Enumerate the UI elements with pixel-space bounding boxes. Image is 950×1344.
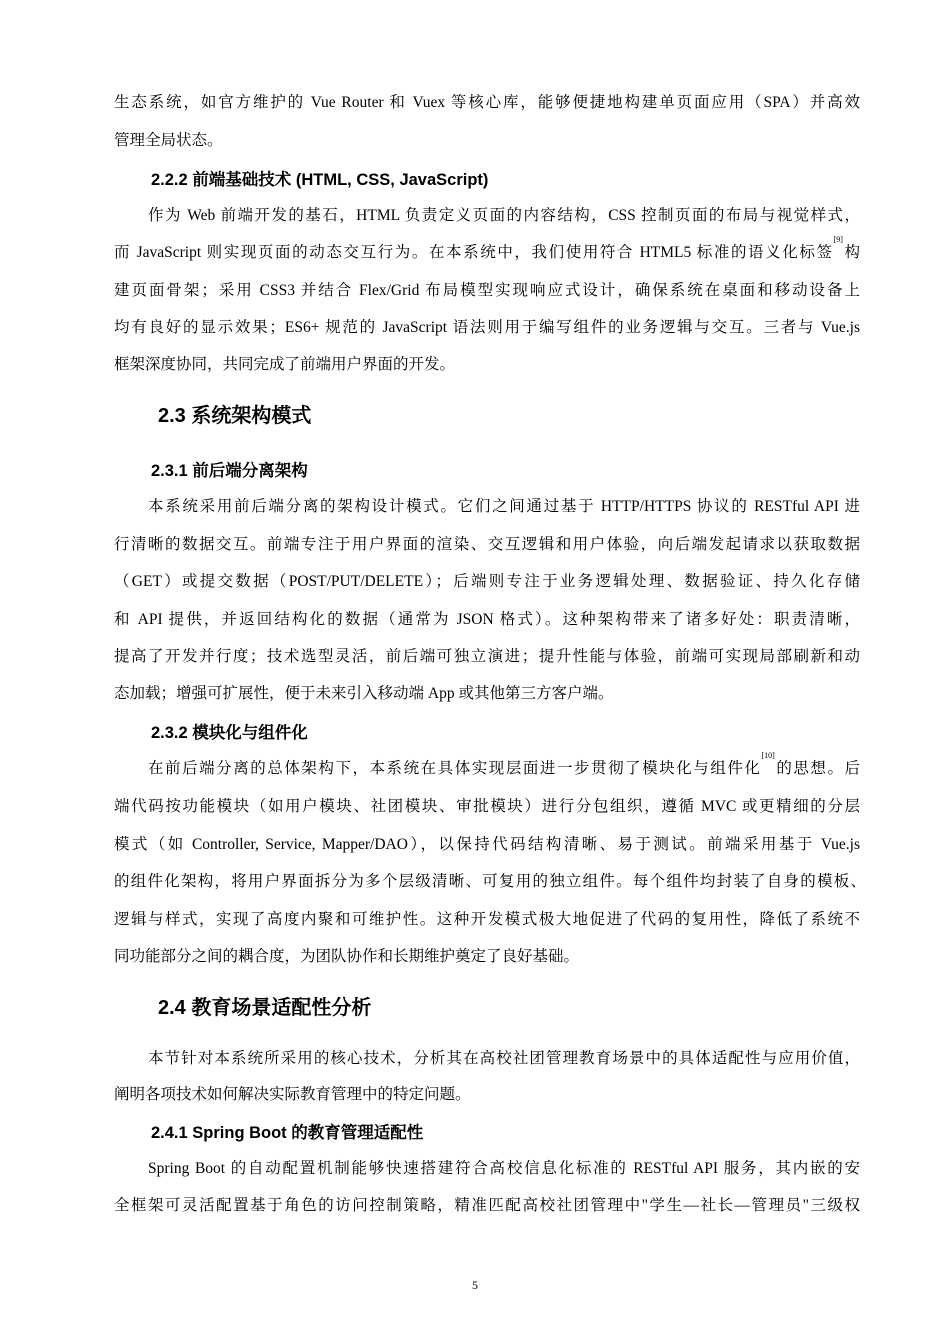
paragraph-line: 提高了开发并行度；技术选型灵活，前后端可独立演进；提升性能与体验，前端可实现局部刷新和动 (114, 648, 860, 665)
paragraph-line: 行清晰的数据交互。前端专注于用户界面的渲染、交互逻辑和用户体验，向后端发起请求以获取数据 (114, 536, 860, 553)
section-heading-2-4: 2.4 教育场景适配性分析 (158, 997, 372, 1019)
paragraph-line: 模式（如 Controller, Service, Mapper/DAO），以保持代码结构清晰、易于测试。前端采用基于 Vue.js (114, 836, 860, 853)
paragraph-line: 的组件化架构，将用户界面拆分为多个层级清晰、可复用的独立组件。每个组件均封装了自身的模板、 (114, 873, 866, 890)
section-heading-2-3: 2.3 系统架构模式 (158, 405, 312, 427)
paragraph-line: 全框架可灵活配置基于角色的访问控制策略，精准匹配高校社团管理中"学生—社长—管理员"三级权 (114, 1197, 860, 1214)
paragraph-line: 管理全局状态。 (114, 132, 223, 149)
paragraph-line: 同功能部分之间的耦合度，为团队协作和长期维护奠定了良好基础。 (114, 948, 580, 965)
paragraph-line: 均有良好的显示效果；ES6+ 规范的 JavaScript 语法则用于编写组件的业务逻辑与交互。三者与 Vue.js (114, 319, 860, 336)
section-heading-2-3-1: 2.3.1 前后端分离架构 (151, 462, 308, 480)
paragraph-line: （GET）或提交数据（POST/PUT/DELETE）；后端则专注于业务逻辑处理、数据验证、持久化存储 (114, 573, 860, 590)
page-number: 5 (472, 1278, 478, 1292)
section-heading-2-4-1: 2.4.1 Spring Boot 的教育管理适配性 (151, 1124, 424, 1142)
citation-superscript: [9] (833, 235, 843, 244)
paragraph-line: 和 API 提供，并返回结构化的数据（通常为 JSON 格式）。这种架构带来了诸多好处：职责清晰， (114, 611, 860, 628)
paragraph-line: 建页面骨架；采用 CSS3 并结合 Flex/Grid 布局模型实现响应式设计，确保系统在桌面和移动设备上 (114, 282, 860, 299)
section-heading-2-2-2: 2.2.2 前端基础技术 (HTML, CSS, JavaScript) (151, 171, 489, 189)
paragraph-line: 而 JavaScript 则实现页面的动态交互行为。在本系统中，我们使用符合 HTML5 标准的语义化标签[9]构 (114, 235, 860, 261)
paragraph-line: 本系统采用前后端分离的架构设计模式。它们之间通过基于 HTTP/HTTPS 协议的 RESTful API 进 (148, 498, 860, 515)
paragraph-line: 生态系统，如官方维护的 Vue Router 和 Vuex 等核心库，能够便捷地构建单页面应用（SPA）并高效 (114, 94, 860, 111)
paragraph-line: 在前后端分离的总体架构下，本系统在具体实现层面进一步贯彻了模块化与组件化[10]的思想。后 (148, 751, 860, 777)
paragraph-line: 本节针对本系统所采用的核心技术，分析其在高校社团管理教育场景中的具体适配性与应用价值， (148, 1050, 860, 1067)
section-heading-2-3-2: 2.3.2 模块化与组件化 (151, 724, 308, 742)
paragraph-line: 态加载；增强可扩展性，便于未来引入移动端 App 或其他第三方客户端。 (114, 685, 614, 702)
paragraph-line: 逻辑与样式，实现了高度内聚和可维护性。这种开发模式极大地促进了代码的复用性，降低了系统不 (114, 911, 860, 928)
paragraph-line: Spring Boot 的自动配置机制能够快速搭建符合高校信息化标准的 RESTful API 服务，其内嵌的安 (148, 1160, 860, 1177)
paragraph-line: 阐明各项技术如何解决实际教育管理中的特定问题。 (114, 1086, 471, 1103)
paragraph-line: 框架深度协同，共同完成了前端用户界面的开发。 (114, 356, 456, 373)
paragraph-line: 端代码按功能模块（如用户模块、社团模块、审批模块）进行分包组织，遵循 MVC 或更精细的分层 (114, 798, 860, 815)
paragraph-line: 作为 Web 前端开发的基石，HTML 负责定义页面的内容结构，CSS 控制页面的布局与视觉样式， (148, 207, 860, 224)
citation-superscript: [10] (761, 751, 775, 760)
